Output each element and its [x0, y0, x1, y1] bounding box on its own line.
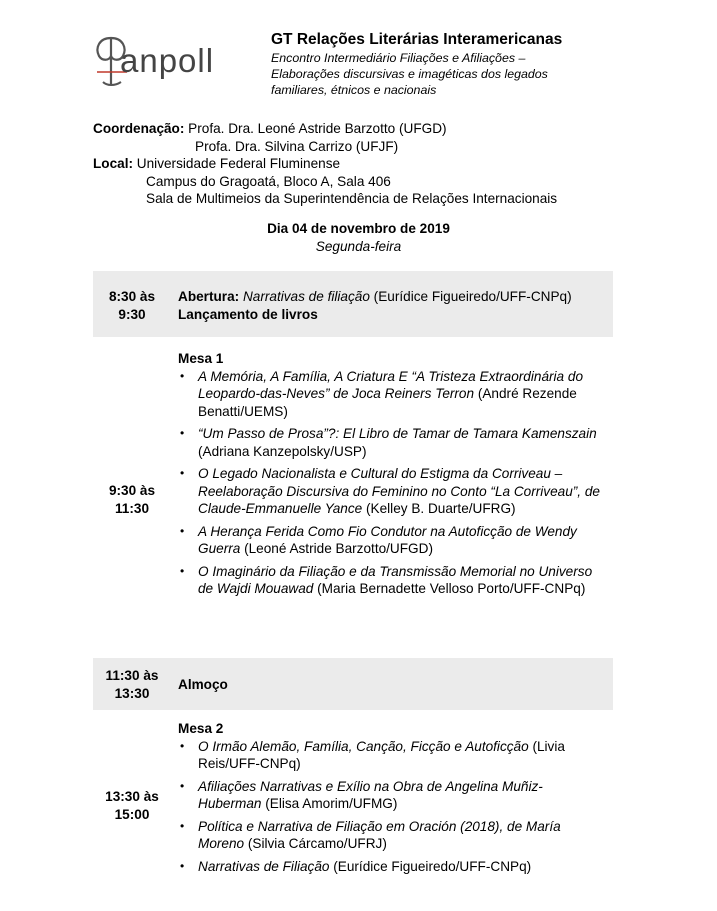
talk-title: O Irmão Alemão, Família, Canção, Ficção e Autoficção — [198, 738, 529, 754]
session-content — [178, 720, 606, 875]
talk-speaker: (Leoné Astride Barzotto/UFGD) — [240, 541, 433, 556]
gt-block — [271, 30, 691, 98]
header — [93, 30, 693, 100]
session-content — [178, 676, 606, 694]
talk-item — [198, 465, 606, 518]
talk-item — [198, 858, 606, 876]
talk-list — [178, 738, 606, 876]
location-2: Campus do Gragoatá, Bloco A, Sala 406 — [146, 173, 391, 189]
talk-title: O Imaginário da Filiação e da Transmissão Memorial no Universo de Wajdi Mouawad — [198, 563, 593, 596]
book-launch: Lançamento de livros — [178, 306, 318, 322]
talk-item — [198, 778, 606, 813]
location-1: Universidade Federal Fluminense — [133, 156, 341, 171]
talk-title: Política e Narrativa de Filiação em Oración (2018), de María Moreno — [198, 818, 561, 851]
schedule-block-mesa-2 — [93, 710, 613, 900]
coordination-label: Coordenação: — [93, 121, 185, 136]
date-day: Dia 04 de novembro de 2019 — [267, 221, 450, 236]
schedule-block-almoco — [93, 658, 613, 710]
talk-speaker: (Kelley B. Duarte/UFRG) — [362, 501, 516, 516]
talk-title: Narrativas de Filiação — [198, 858, 330, 874]
time-start: 11:30 às — [105, 668, 159, 683]
time-slot — [93, 482, 171, 517]
time-end: 9:30 — [118, 306, 146, 322]
talk-speaker: (André Rezende Benatti/UEMS) — [198, 386, 577, 419]
talk-list — [178, 368, 606, 598]
talk-item — [198, 818, 606, 853]
lunch-label: Almoço — [178, 677, 228, 692]
time-slot — [93, 288, 171, 323]
talk-speaker: (Livia Reis/UFF-CNPq) — [198, 738, 565, 771]
talk-speaker: (Eurídice Figueiredo/UFF-CNPq) — [329, 858, 532, 874]
time-end: 11:30 — [114, 500, 150, 516]
coordinator-2: Profa. Dra. Silvina Carrizo (UFJF) — [195, 138, 399, 154]
time-start: 8:30 às — [108, 289, 156, 304]
abertura-line — [178, 288, 606, 306]
talk-item — [198, 738, 606, 773]
talk-item — [198, 563, 606, 598]
talk-speaker: (Adriana Kanzepolsky/USP) — [198, 443, 367, 459]
time-start: 9:30 às — [108, 483, 156, 498]
anpoll-logo — [93, 30, 253, 90]
event-info — [93, 120, 673, 208]
abertura-title: Narrativas de filiação — [239, 289, 370, 304]
time-start: 13:30 às — [105, 789, 159, 804]
gt-subtitle — [271, 50, 691, 98]
session-content — [178, 350, 606, 598]
location-3: Sala de Multimeios da Superintendência de Relações Internacionais — [146, 191, 558, 206]
gt-subtitle-line-2: Elaborações discursivas e imagéticas dos legados — [271, 67, 548, 81]
gt-subtitle-line-1: Encontro Intermediário Filiações e Afiliações – — [271, 51, 526, 65]
talk-speaker: (Silvia Cárcamo/UFRJ) — [244, 836, 387, 851]
talk-title: O Legado Nacionalista e Cultural do Estigma da Corriveau – Reelaboração Discursiva do Feminino no Conto “La Corriveau”, de Claude-Emmanuelle Yance — [198, 466, 600, 516]
location-3-row — [93, 190, 673, 208]
location-2-row — [93, 173, 673, 191]
abertura-speaker: (Eurídice Figueiredo/UFF-CNPq) — [369, 289, 572, 304]
coordinator-1: Profa. Dra. Leoné Astride Barzotto (UFGD) — [184, 121, 447, 136]
location-row — [93, 155, 673, 173]
schedule-block-mesa-1 — [93, 337, 613, 657]
talk-speaker: (Maria Bernadette Velloso Porto/UFF-CNPq) — [313, 581, 586, 596]
talk-item — [198, 523, 606, 558]
logo-text: anpoll — [120, 42, 215, 79]
gt-title: GT Relações Literárias Interamericanas — [271, 31, 563, 48]
time-end: 15:00 — [114, 806, 150, 822]
gt-subtitle-line-3: familiares, étnicos e nacionais — [271, 83, 437, 97]
location-label: Local: — [93, 156, 134, 171]
talk-speaker: (Elisa Amorim/UFMG) — [261, 796, 398, 811]
session-content — [178, 288, 606, 323]
schedule-block-abertura — [93, 271, 613, 337]
coordinator-2-row — [93, 138, 673, 156]
talk-title: “Um Passo de Prosa”?: El Libro de Tamar de Tamara Kamenszain — [198, 426, 597, 441]
time-slot — [93, 788, 171, 823]
date-heading — [0, 220, 717, 255]
date-weekday: Segunda-feira — [315, 238, 402, 254]
talk-item — [198, 368, 606, 421]
talk-title: A Herança Ferida Como Fio Condutor na Autoficção de Wendy Guerra — [198, 523, 577, 556]
mesa-title: Mesa 1 — [178, 351, 224, 366]
coordination-row — [93, 120, 673, 138]
talk-title: Afiliações Narrativas e Exílio na Obra de Angelina Muñiz-Huberman — [198, 778, 543, 811]
abertura-label: Abertura: — [178, 289, 240, 304]
mesa-title: Mesa 2 — [178, 721, 224, 736]
talk-item — [198, 425, 606, 460]
time-end: 13:30 — [114, 685, 150, 701]
time-slot — [93, 667, 171, 702]
talk-title: A Memória, A Família, A Criatura E “A Tristeza Extraordinária do Leopardo-das-Neves” de Joca Reiners Terron — [198, 368, 584, 401]
